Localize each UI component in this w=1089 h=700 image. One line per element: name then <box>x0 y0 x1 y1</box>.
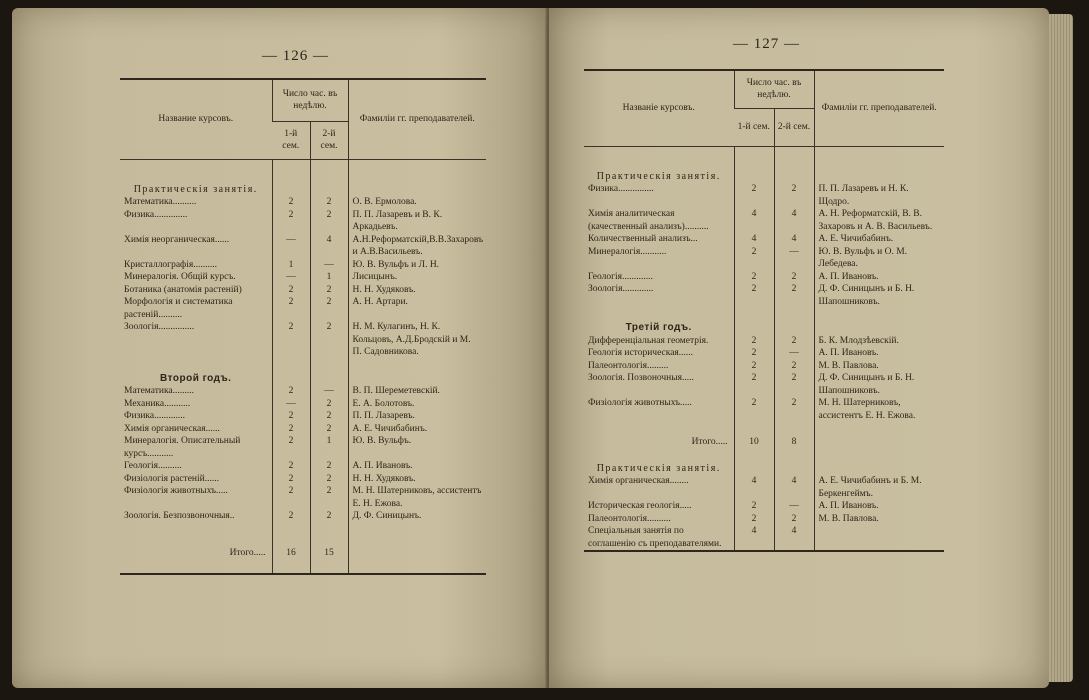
spacer-cell <box>774 171 814 184</box>
section-title: Практическія занятія. <box>596 462 721 474</box>
teacher-names: Ю. В. Вульфъ. <box>348 435 486 460</box>
teacher-names: О. В. Ермолова. <box>348 196 486 209</box>
table-row <box>120 234 486 259</box>
course-name: Палеонтологія......... <box>588 360 669 371</box>
sem1-hours: 2 <box>272 423 310 436</box>
total-label: Итого..... <box>691 437 728 447</box>
sem1-hours: 2 <box>272 485 310 510</box>
spacer-cell <box>584 308 734 322</box>
sem1-hours: 4 <box>734 208 774 233</box>
teacher-names: Е. А. Болотовъ. <box>348 398 486 411</box>
course-name: Физика............. <box>124 411 185 421</box>
sem1-hours: 2 <box>272 321 310 359</box>
course-name: Химія аналитическая (качественный анализъ).......... <box>588 209 709 232</box>
teacher-names: М. Н. Шатерниковъ, ассистентъ Е. Н. Ежова. <box>348 485 486 510</box>
spacer-cell <box>272 523 310 547</box>
spacer-cell <box>272 373 310 386</box>
sem2-hours: — <box>774 500 814 513</box>
teacher-names: П. П. Лазаревъ и В. К. Аркадьевъ. <box>348 209 486 234</box>
spacer-cell <box>272 559 310 574</box>
left-schedule-table <box>120 78 486 575</box>
section-title: Третій годъ. <box>625 322 692 333</box>
sem1-hours: 4 <box>734 525 774 551</box>
sem1-hours: 2 <box>272 296 310 321</box>
course-name: Механика........... <box>124 398 191 409</box>
section-heading-row <box>120 184 486 197</box>
course-name: Физика............... <box>588 184 654 194</box>
spacer-row <box>584 146 944 171</box>
spacer-cell <box>120 559 272 574</box>
course-name: Кристаллографія.......... <box>124 259 217 270</box>
total-sem1: 16 <box>272 547 310 560</box>
sem1-hours: — <box>272 234 310 259</box>
course-name: Зоологія. Позвоночныя..... <box>588 373 694 383</box>
sem2-hours: 2 <box>774 372 814 397</box>
header-course: Названіе курсовъ. <box>584 70 734 146</box>
spacer-cell <box>310 373 348 386</box>
teacher-names: Д. Ф. Синицынъ и Б. Н. Шапошниковъ. <box>814 283 944 308</box>
header-sem2: 2-й сем. <box>774 108 814 146</box>
table-row <box>120 196 486 209</box>
sem1-hours: 2 <box>272 510 310 523</box>
sem2-hours: 4 <box>774 525 814 551</box>
sem2-hours: 2 <box>774 513 814 526</box>
course-name: Минералогія........... <box>588 246 667 257</box>
section-heading-row <box>584 322 944 335</box>
sem2-hours: — <box>310 385 348 398</box>
teacher-names: А. П. Ивановъ. <box>814 271 944 284</box>
sem1-hours: 2 <box>734 347 774 360</box>
sem1-hours: 1 <box>272 259 310 272</box>
sem2-hours: 2 <box>310 284 348 297</box>
teacher-names: П. П. Лазаревъ. <box>348 410 486 423</box>
sem2-hours: 2 <box>774 360 814 373</box>
course-name: Спеціальныя занятія по соглашенію съ преподавателями. <box>588 526 722 549</box>
right-table-body <box>584 146 944 551</box>
sem2-hours: 4 <box>774 208 814 233</box>
table-row <box>120 259 486 272</box>
spacer-cell <box>272 359 310 373</box>
sem2-hours: 2 <box>310 398 348 411</box>
sem1-hours: 2 <box>734 372 774 397</box>
spacer-cell <box>310 559 348 574</box>
sem2-hours: 1 <box>310 271 348 284</box>
table-row <box>120 473 486 486</box>
right-page-number: — 127 — <box>733 36 800 52</box>
sem1-hours: 2 <box>734 271 774 284</box>
sem1-hours: 2 <box>734 397 774 422</box>
teacher-names: Д. Ф. Синицынъ. <box>348 510 486 523</box>
sem1-hours: — <box>272 271 310 284</box>
sem2-hours: 1 <box>310 435 348 460</box>
spacer-cell <box>734 422 774 436</box>
sem2-hours: 4 <box>774 233 814 246</box>
left-table-body <box>120 159 486 574</box>
spacer-cell <box>734 171 774 184</box>
course-name: Математика......... <box>124 386 195 396</box>
spacer-cell <box>814 146 944 171</box>
spacer-cell <box>348 359 486 373</box>
table-row <box>584 233 944 246</box>
table-row <box>584 283 944 308</box>
teacher-names: М. Н. Шатерниковъ, ассистентъ Е. Н. Ежова. <box>814 397 944 422</box>
section-heading-row <box>120 373 486 386</box>
spacer-cell <box>814 171 944 184</box>
sem2-hours: 2 <box>310 510 348 523</box>
sem1-hours: 2 <box>272 284 310 297</box>
course-name: Химія органическая...... <box>124 423 220 434</box>
header-hours: Число час. въ недѣлю. <box>272 79 348 121</box>
header-sem2: 2-й сем. <box>310 121 348 159</box>
table-row <box>584 360 944 373</box>
teacher-names: Н. Н. Худяковъ. <box>348 284 486 297</box>
sem1-hours: 2 <box>734 500 774 513</box>
table-row <box>120 385 486 398</box>
sem1-hours: 2 <box>272 385 310 398</box>
table-row <box>584 525 944 551</box>
course-name: Зоологія............. <box>588 284 654 294</box>
section-heading-row <box>584 463 944 476</box>
course-name: Физіологія животныхъ..... <box>588 398 692 408</box>
sem2-hours: 2 <box>310 473 348 486</box>
sem2-hours: 2 <box>774 335 814 348</box>
table-row <box>120 321 486 359</box>
total-sem2: 8 <box>774 436 814 449</box>
course-name: Геологія............. <box>588 271 653 282</box>
sem2-hours: 4 <box>774 475 814 500</box>
total-sem2: 15 <box>310 547 348 560</box>
table-row <box>120 435 486 460</box>
spacer-cell <box>120 523 272 547</box>
sem2-hours: 2 <box>774 397 814 422</box>
spacer-row <box>120 159 486 184</box>
spacer-cell <box>734 146 774 171</box>
course-name: Химія органическая........ <box>588 476 689 486</box>
spacer-row <box>584 422 944 436</box>
sem1-hours: 2 <box>734 246 774 271</box>
sem2-hours: 2 <box>310 460 348 473</box>
teacher-names: Б. К. Млодзѣевскій. <box>814 335 944 348</box>
spacer-row <box>584 308 944 322</box>
teacher-names: В. П. Шереметевскій. <box>348 385 486 398</box>
sem1-hours: 4 <box>734 475 774 500</box>
table-row <box>584 271 944 284</box>
teacher-names: А. П. Ивановъ. <box>814 500 944 513</box>
spacer-cell <box>774 422 814 436</box>
right-schedule-table <box>584 69 944 552</box>
table-row <box>584 335 944 348</box>
spacer-cell <box>734 322 774 335</box>
teacher-names: Ю. В. Вульфъ и О. М. Лебедева. <box>814 246 944 271</box>
teacher-names: Д. Ф. Синицынъ и Б. Н. Шапошниковъ. <box>814 372 944 397</box>
table-row <box>120 271 486 284</box>
spacer-cell <box>734 449 774 463</box>
course-name: Физика.............. <box>124 209 188 220</box>
teacher-names: А. П. Ивановъ. <box>348 460 486 473</box>
section-title: Практическія занятія. <box>596 170 721 182</box>
teacher-names: М. В. Павлова. <box>814 360 944 373</box>
sem2-hours: 2 <box>774 283 814 308</box>
course-name: Палеонтологія.......... <box>588 513 671 524</box>
course-name: Зоологія............... <box>124 322 195 332</box>
spacer-cell <box>310 359 348 373</box>
table-row <box>120 209 486 234</box>
spacer-cell <box>310 523 348 547</box>
teacher-names: А. Н. Реформатскій, В. В. Захаровъ и А. В. Васильевъ. <box>814 208 944 233</box>
sem2-hours: 2 <box>310 321 348 359</box>
table-row <box>120 510 486 523</box>
sem1-hours: 2 <box>734 283 774 308</box>
spacer-cell <box>584 449 734 463</box>
table-row <box>584 246 944 271</box>
section-title: Второй годъ. <box>160 372 232 384</box>
sem2-hours: 2 <box>310 196 348 209</box>
sem1-hours: 2 <box>272 196 310 209</box>
spacer-row <box>120 523 486 547</box>
sem1-hours: 2 <box>734 513 774 526</box>
header-teacher: Фамиліи гг. преподавателей. <box>814 70 944 146</box>
course-name: Ботаника (анатомія растеній) <box>124 284 242 295</box>
table-row <box>120 284 486 297</box>
course-name: Дифференціальная геометрія. <box>588 335 709 346</box>
sem1-hours: 2 <box>272 473 310 486</box>
spacer-cell <box>272 159 310 184</box>
sem1-hours: 2 <box>734 183 774 208</box>
spacer-cell <box>272 184 310 197</box>
teacher-names: Н. Н. Худяковъ. <box>348 473 486 486</box>
spacer-row <box>584 449 944 463</box>
course-name: Физіологія животныхъ..... <box>124 486 228 496</box>
table-row <box>120 398 486 411</box>
sem2-hours: 2 <box>310 209 348 234</box>
table-row <box>584 397 944 422</box>
spacer-cell <box>734 308 774 322</box>
course-name: Геологія историческая...... <box>588 348 694 358</box>
sem1-hours: 2 <box>734 335 774 348</box>
sem2-hours: — <box>310 259 348 272</box>
sem2-hours: 4 <box>310 234 348 259</box>
header-hours: Число час. въ недѣлю. <box>734 70 814 108</box>
spacer-cell <box>348 184 486 197</box>
table-row <box>584 372 944 397</box>
spacer-cell <box>348 159 486 184</box>
total-label: Итого..... <box>229 547 266 558</box>
teacher-names: Н. М. Кулагинъ, Н. К. Кольцовъ, А.Д.Бродскій и М. П. Садовникова. <box>348 321 486 359</box>
spacer-cell <box>584 146 734 171</box>
table-row <box>120 296 486 321</box>
sem1-hours: 2 <box>272 435 310 460</box>
spacer-cell <box>814 322 944 335</box>
sem1-hours: 2 <box>272 209 310 234</box>
header-course: Название курсовъ. <box>120 79 272 159</box>
table-row <box>584 475 944 500</box>
spacer-cell <box>774 308 814 322</box>
left-page-number: — 126 — <box>262 48 329 64</box>
spacer-cell <box>814 422 944 436</box>
teacher-names: А. Е. Чичибабинъ и Б. М. Беркенгеймъ. <box>814 475 944 500</box>
spacer-cell <box>120 359 272 373</box>
course-name: Физіологія растеній...... <box>124 473 219 484</box>
header-teacher: Фамиліи гг. преподавателей. <box>348 79 486 159</box>
spacer-row <box>120 559 486 574</box>
teacher-names <box>814 525 944 551</box>
sem1-hours: 4 <box>734 233 774 246</box>
sem2-hours: 2 <box>310 296 348 321</box>
course-name: Химія неорганическая...... <box>124 234 230 245</box>
sem1-hours: 2 <box>272 460 310 473</box>
sem2-hours: 2 <box>310 410 348 423</box>
header-sem1: 1-й сем. <box>734 108 774 146</box>
sem1-hours: 2 <box>734 360 774 373</box>
page-edges <box>1049 14 1073 682</box>
spacer-cell <box>774 463 814 476</box>
section-title: Практическія занятія. <box>133 183 258 195</box>
teacher-names: А. Н. Артари. <box>348 296 486 321</box>
spacer-cell <box>348 559 486 574</box>
spacer-cell <box>584 422 734 436</box>
spacer-cell <box>774 146 814 171</box>
spacer-cell <box>814 308 944 322</box>
spacer-cell <box>734 463 774 476</box>
table-row <box>120 423 486 436</box>
teacher-names: М. В. Павлова. <box>814 513 944 526</box>
teacher-names: А.Н.Реформатскій,В.В.Захаровъ и А.В.Васильевъ. <box>348 234 486 259</box>
sem2-hours: 2 <box>310 485 348 510</box>
spacer-cell <box>814 436 944 449</box>
course-name: Историческая геологія..... <box>588 501 692 511</box>
sem1-hours: — <box>272 398 310 411</box>
table-row <box>584 347 944 360</box>
teacher-names: П. П. Лазаревъ и Н. К. Щодро. <box>814 183 944 208</box>
spacer-cell <box>348 523 486 547</box>
teacher-names: А. П. Ивановъ. <box>814 347 944 360</box>
table-row <box>584 513 944 526</box>
course-name: Минералогія. Описательный курсъ........... <box>124 436 241 459</box>
course-name: Зоологія. Безпозвоночныя.. <box>124 511 235 521</box>
total-row <box>120 547 486 560</box>
table-row <box>584 500 944 513</box>
teacher-names: Ю. В. Вульфъ и Л. Н. <box>348 259 486 272</box>
course-name: Морфологія и систематика растеній.......... <box>124 297 233 320</box>
spacer-cell <box>774 322 814 335</box>
total-row <box>584 436 944 449</box>
teacher-names: Лисицынъ. <box>348 271 486 284</box>
course-name: Минералогія. Общій курсъ. <box>124 272 236 282</box>
sem2-hours: — <box>774 246 814 271</box>
table-row <box>120 410 486 423</box>
course-name: Геологія.......... <box>124 461 182 471</box>
sem2-hours: 2 <box>774 183 814 208</box>
table-row <box>120 460 486 473</box>
header-sem1: 1-й сем. <box>272 121 310 159</box>
sem2-hours: — <box>774 347 814 360</box>
spacer-cell <box>774 449 814 463</box>
course-name: Количественный анализъ... <box>588 234 698 244</box>
teacher-names: А. Е. Чичибабинъ. <box>814 233 944 246</box>
spacer-cell <box>120 159 272 184</box>
table-row <box>584 183 944 208</box>
section-heading-row <box>584 171 944 184</box>
spacer-cell <box>814 463 944 476</box>
spacer-cell <box>310 159 348 184</box>
table-row <box>120 485 486 510</box>
spacer-cell <box>348 373 486 386</box>
teacher-names: А. Е. Чичибабинъ. <box>348 423 486 436</box>
spacer-cell <box>310 184 348 197</box>
total-sem1: 10 <box>734 436 774 449</box>
spacer-cell <box>814 449 944 463</box>
spacer-row <box>120 359 486 373</box>
table-row <box>584 208 944 233</box>
sem1-hours: 2 <box>272 410 310 423</box>
sem2-hours: 2 <box>310 423 348 436</box>
spacer-cell <box>348 547 486 560</box>
sem2-hours: 2 <box>774 271 814 284</box>
course-name: Математика.......... <box>124 197 197 207</box>
